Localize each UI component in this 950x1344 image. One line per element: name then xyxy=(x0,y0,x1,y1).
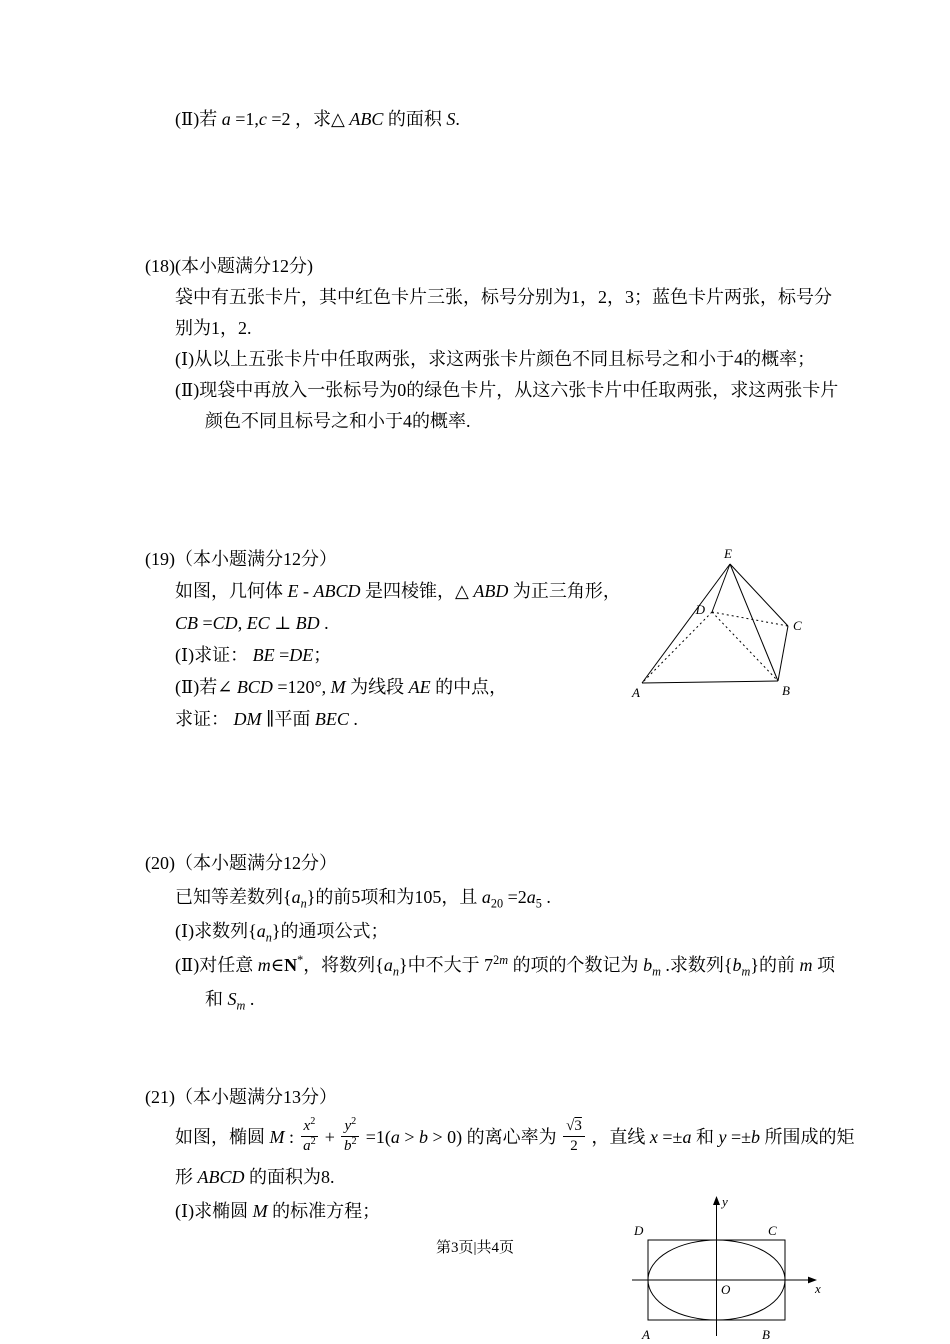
y-axis-arrow xyxy=(713,1196,720,1205)
ellipse-figure-shapes xyxy=(632,1202,811,1336)
y-axis-label: y xyxy=(722,1194,728,1209)
problem-21-line-3: (Ⅰ)求椭圆 M 的标准方程； xyxy=(175,1201,381,1221)
problem-20-line-2: (Ⅰ)求数列$\{a_n\}$的通项公式； xyxy=(175,921,389,945)
corner-label-b: B xyxy=(762,1327,770,1342)
problem-19-line-5: 求证： DM ∥平面 BEC . xyxy=(175,709,358,729)
problem-20-line-3: (Ⅱ)对任意 m∈N*，将数列$\{a_n\}$中不大于 $7^{2m}$ 的项的个数记为 $b_m$ .求数列$\{b_m\}$的前 m 项 xyxy=(175,953,836,979)
corner-label-c: C xyxy=(768,1223,777,1238)
page-footer: 第3页|共4页 xyxy=(435,1240,514,1256)
problem-21-header: (21)（本小题满分13分） xyxy=(145,1087,337,1107)
vertex-label-a: A xyxy=(632,685,640,700)
problem-19-line-4: (Ⅱ)若∠ BCD =120°, M 为线段 AE 的中点， xyxy=(175,677,508,697)
corner-label-d: D xyxy=(634,1223,644,1238)
corner-label-a: A xyxy=(642,1327,650,1342)
vertex-label-c: C xyxy=(793,618,802,633)
problem-20-line-1: 已知等差数列$\{a_n\}$的前5项和为105，且 $a_{20} =2a_5$ . xyxy=(175,887,551,911)
problem-19-line-1: 如图，几何体 E - ABCD 是四棱锥，△ ABD 为正三角形， xyxy=(175,581,621,601)
problem-18-line-5: 颜色不同且标号之和小于4的概率. xyxy=(205,411,471,431)
vertex-label-b: B xyxy=(782,683,790,698)
vertex-label-d: D xyxy=(695,602,705,617)
ellipse-figure xyxy=(618,1192,828,1344)
problem-21-line-1: 如图，椭圆 M : $\frac{x^2}{a^2}$ + $\frac{y^2}{b^2}$ =1(a > b > 0) 的离心率为 $\frac{√3}{2}$ ，直线 x =±a 和 y =±b 所围成的矩 xyxy=(175,1116,855,1155)
pyramid-solid-edges xyxy=(642,564,788,683)
problem-18-line-4: (Ⅱ)现袋中再放入一张标号为0的绿色卡片，从这六张卡片中任取两张，求这两张卡片 xyxy=(175,380,839,400)
problem-20-header: (20)（本小题满分12分） xyxy=(145,853,337,873)
problem-19-line-2: CB =CD, EC ⊥ BD . xyxy=(175,613,329,633)
pyramid-hidden-edges xyxy=(642,612,788,683)
problem-19 xyxy=(145,543,621,735)
vertex-label-e: E xyxy=(724,548,732,561)
problem-17-part2-line: (Ⅱ)若 a =1,c =2 ，求△ ABC 的面积 S. xyxy=(175,109,460,129)
problem-19-header: (19)（本小题满分12分） xyxy=(145,549,337,569)
problem-20-line-4: 和 $S_m$ . xyxy=(205,989,255,1013)
pyramid-figure xyxy=(618,548,818,708)
problem-18-line-1: 袋中有五张卡片，其中红色卡片三张，标号分别为1，2，3；蓝色卡片两张，标号分 xyxy=(175,287,832,307)
problem-19-line-3: (Ⅰ)求证： BE =DE； xyxy=(175,645,332,665)
problem-21-line-2: 形 ABCD 的面积为8. xyxy=(175,1167,335,1187)
problem-18-header: (18)(本小题满分12分) xyxy=(145,256,313,276)
problem-20 xyxy=(145,846,835,1016)
problem-18 xyxy=(145,251,838,437)
origin-label: O xyxy=(721,1282,731,1297)
problem-18-line-3: (Ⅰ)从以上五张卡片中任取两张，求这两张卡片颜色不同且标号之和小于4的概率； xyxy=(175,349,816,369)
x-axis-label: x xyxy=(815,1281,821,1296)
problem-18-line-2: 别为1，2. xyxy=(175,318,252,338)
